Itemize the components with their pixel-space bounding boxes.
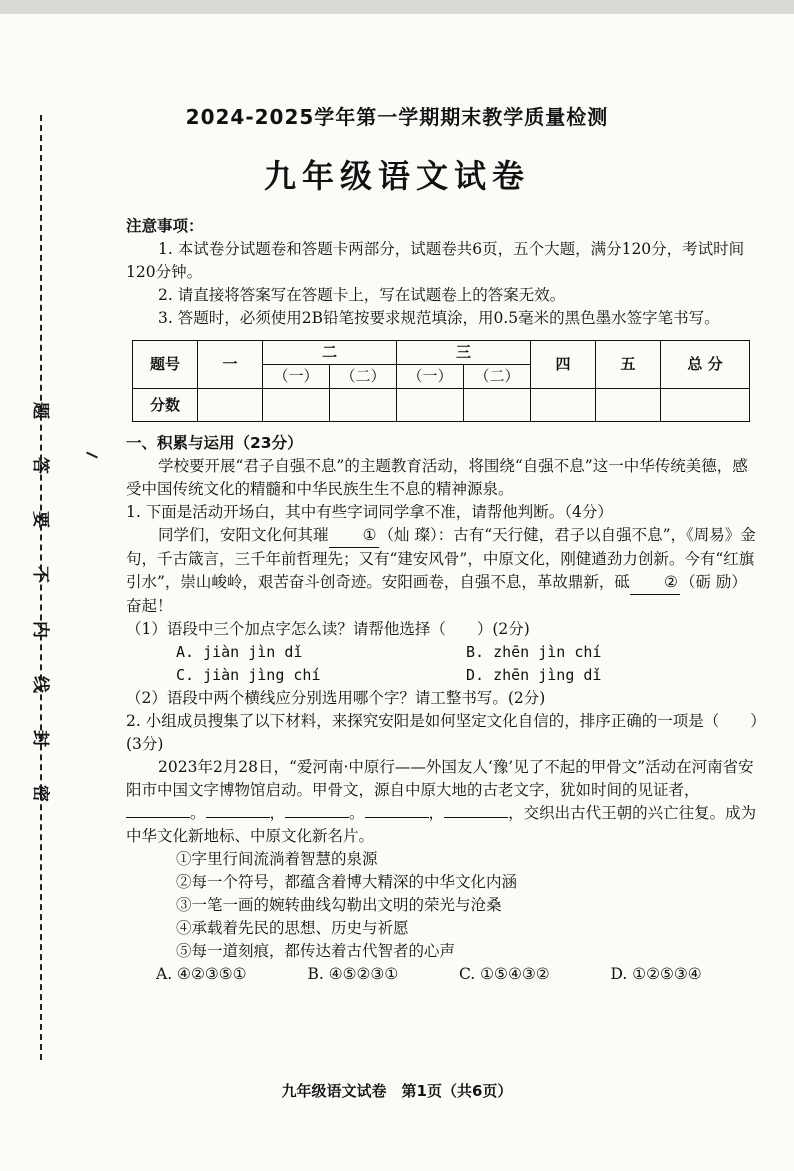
score-col-total: 总 分 [661,341,750,389]
score-col-5: 五 [596,341,661,389]
blank [365,817,429,818]
choice-a: A. ④②③⑤① [156,965,247,983]
option-b: B. zhēn jìn chí [466,643,602,661]
blank [444,817,508,818]
blank-2: ② [630,571,680,595]
blank [206,817,270,818]
seal-char: 题 [32,398,50,418]
section-intro: 学校要开展“君子自强不息”的主题教育活动，将围绕“自强不息”这一中华传统美德，感受中国传统文化的精髓和中华民族生生不息的精神源泉。 [126,457,748,498]
options-row [126,664,762,687]
seal-char: 答 [32,452,50,473]
score-col-3: 三 [397,341,531,365]
question-1-stem: 1. 下面是活动开场白，其中有些字词同学拿不准，请帮他判断。（4分） [126,503,613,521]
passage-text: 2023年2月28日，“爱河南·中原行——外国友人‘豫’见了不起的甲骨文”活动在河南省安阳市中国文字博物馆启动。甲骨文，源自中原大地的古老文字，犹如时间的见证者， [126,758,754,799]
choice-b: B. ④⑤②③① [307,965,399,983]
score-col-1: 一 [198,341,263,389]
passage-text: 同学们，安阳文化何其璀 [158,526,329,544]
score-col-4: 四 [531,341,596,389]
score-table-header-label: 题号 [133,341,198,389]
blank-1: ① [329,524,379,548]
exam-content [126,215,762,986]
score-sub-col: （一） [397,365,464,389]
question-2-stem: 2. 小组成员搜集了以下材料，来探究安阳是如何坚定文化自信的，排序正确的一项是（ ）(3分) [126,712,758,753]
term-title: 2024-2025学年第一学期期末教学质量检测 [185,105,609,129]
options-row [126,641,762,664]
sentence-item: ⑤每一道刻痕，都传达着古代智者的心声 [176,942,456,960]
choices-row [126,963,762,986]
exam-title: 九年级语文试卷 [263,157,530,195]
notice-item: 3. 答题时，必须使用2B铅笔按要求规范填涂，用0.5毫米的黑色墨水签字笔书写。 [158,309,720,327]
sentence-item: ①字里行间流淌着智慧的泉源 [176,850,378,868]
score-table [132,340,750,422]
seal-char: 线 [32,671,50,692]
choice-d: D. ①②⑤③④ [610,965,702,983]
score-sub-col: （二） [330,365,397,389]
pen-mark [86,452,98,459]
score-cell[interactable] [531,389,596,422]
blank [126,817,190,818]
option-a: A. jiàn jìn dǐ [176,643,303,661]
score-cell[interactable] [330,389,397,422]
section-title: 一、积累与运用（23分） [126,434,303,452]
score-cell[interactable] [198,389,263,422]
score-cell[interactable] [397,389,464,422]
option-d: D. zhēn jìng dǐ [466,666,602,684]
scan-top-strip [0,0,794,14]
seal-char: 密 [32,780,50,801]
seal-line-text [6,400,76,800]
choice-c: C. ①⑤④③② [459,965,550,983]
seal-char: 内 [32,616,50,637]
blank [285,817,349,818]
notice-item: 1. 本试卷分试题卷和答题卡两部分，试题卷共6页，五个大题，满分120分，考试时间120分钟。 [126,240,745,281]
page-footer: 九年级语文试卷 第1页（共6页） [281,1082,513,1100]
score-row-label: 分数 [133,389,198,422]
question-2-passage: 2023年2月28日，“爱河南·中原行——外国友人‘豫’见了不起的甲骨文”活动在河南省安阳市中国文字博物馆启动。甲骨文，源自中原大地的古老文字，犹如时间的见证者，。 ， 。 ， ，交织出古代王朝的兴亡往复。成为中华文化新地标、中原文化新名片。 [126,758,757,845]
seal-char: 不 [32,562,50,583]
sentence-item: ②每一个符号，都蕴含着博大精深的中华文化内涵 [176,873,518,891]
score-cell[interactable] [596,389,661,422]
seal-char: 要 [32,507,50,528]
notice-heading: 注意事项： [126,217,204,235]
score-cell[interactable] [661,389,750,422]
notice-item: 2. 请直接将答案写在答题卡上，写在试题卷上的答案无效。 [158,286,566,304]
question-1-passage [126,524,762,618]
question-1-sub1: （1）语段中三个加点字怎么读？请帮他选择（ ）(2分) [126,620,530,638]
passage-text: （灿 璨）：古有“天行健，君子以自强不息”，《周易》金句，千古箴言，三千年前哲理先；又有“建安风骨”，中原文化，刚健遒劲力创新。今有“红旗引水”，崇山峻岭，艰苦奋斗创奇迹。安阳画卷，自强不息，革故鼎新，砥 [126,526,756,591]
sentence-item: ④承载着先民的思想、历史与祈愿 [176,919,409,937]
score-cell[interactable] [464,389,531,422]
option-c: C. jiàn jìng chí [176,666,321,684]
score-sub-col: （二） [464,365,531,389]
sentence-item: ③一笔一画的婉转曲线勾勒出文明的荣光与沧桑 [176,896,502,914]
score-cell[interactable] [263,389,330,422]
score-sub-col: （一） [263,365,330,389]
question-1-sub2: （2）语段中两个横线应分别选用哪个字？请工整书写。(2分) [126,689,546,707]
passage-text: （砺 励）奋起！ [126,573,747,615]
score-col-2: 二 [263,341,397,365]
seal-char: 封 [32,726,50,747]
passage-text: ，交织出古代王朝的兴亡往复。成为中华文化新地标、中原文化新名片。 [126,804,757,845]
